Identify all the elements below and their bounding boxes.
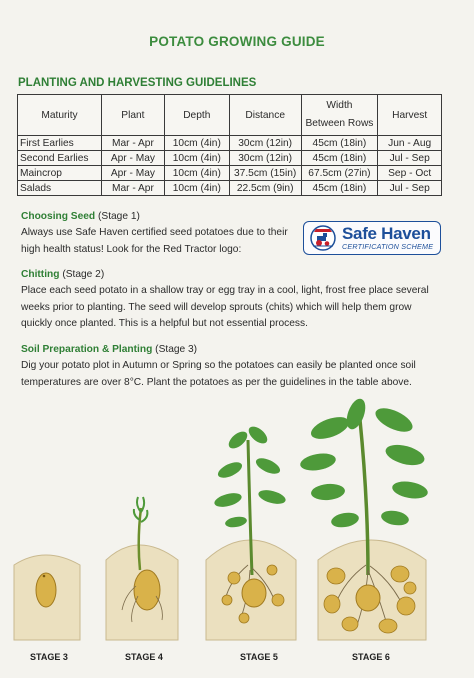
cell-distance: 30cm (12in) (229, 151, 301, 166)
cell-harvest: Jul - Sep (378, 151, 442, 166)
chitting-line1: Place each seed potato in a shallow tray or egg tray in a cool, light, frost free place several (21, 285, 429, 297)
badge-brand: Safe Haven (342, 224, 431, 243)
potato-tuber-icon (242, 579, 266, 607)
chitting-title: Chitting (21, 269, 60, 280)
col-header-maturity: Maturity (18, 95, 102, 136)
cell-plant: Mar - Apr (102, 136, 165, 151)
stage-6-illustration (299, 396, 429, 640)
cell-distance: 30cm (12in) (229, 136, 301, 151)
cell-maturity: First Earlies (18, 136, 102, 151)
col-header-depth: Depth (164, 95, 229, 136)
chitting-line3: quickly once planted. This is a helpful but not essential process. (21, 317, 308, 329)
cell-harvest: Sep - Oct (378, 166, 442, 181)
stage-3-illustration (14, 555, 80, 640)
cell-plant: Apr - May (102, 166, 165, 181)
cell-depth: 10cm (4in) (164, 166, 229, 181)
cell-harvest: Jul - Sep (378, 181, 442, 196)
cell-depth: 10cm (4in) (164, 181, 229, 196)
col-header-width-line1: Width (326, 100, 353, 111)
choosing-seed-stage: (Stage 1) (98, 211, 140, 222)
cell-distance: 37.5cm (15in) (229, 166, 301, 181)
soil-prep-title: Soil Preparation & Planting (21, 344, 153, 355)
stage-3-label: STAGE 3 (30, 652, 68, 662)
seed-potato-icon (36, 573, 56, 607)
cell-plant: Mar - Apr (102, 181, 165, 196)
cell-maturity: Maincrop (18, 166, 102, 181)
potato-tuber-icon (356, 585, 380, 611)
cell-maturity: Salads (18, 181, 102, 196)
cell-depth: 10cm (4in) (164, 151, 229, 166)
cell-maturity: Second Earlies (18, 151, 102, 166)
col-header-distance: Distance (229, 95, 301, 136)
soil-prep-stage: (Stage 3) (155, 344, 198, 355)
page-title: POTATO GROWING GUIDE (149, 34, 325, 49)
cell-width: 67.5cm (27in) (301, 166, 378, 181)
chitting-line2: weeks prior to planting. The seed will develop sprouts (chits) which will help them grow (21, 301, 412, 313)
stage-4-label: STAGE 4 (125, 652, 163, 662)
choosing-seed-line2: high health status! Look for the Red Tractor logo: (21, 243, 242, 255)
cell-width: 45cm (18in) (301, 181, 378, 196)
col-header-width-line2: Between Rows (305, 118, 374, 129)
soil-prep-line2: temperatures are over 8°C. Plant the potatoes as per the guidelines in the table above. (21, 376, 412, 388)
cell-width: 45cm (18in) (301, 151, 378, 166)
cell-plant: Apr - May (102, 151, 165, 166)
choosing-seed-line1: Always use Safe Haven certified seed potatoes due to their (21, 227, 288, 239)
cell-harvest: Jun - Aug (378, 136, 442, 151)
col-header-harvest: Harvest (378, 95, 442, 136)
chitting-stage: (Stage 2) (62, 269, 105, 280)
cell-depth: 10cm (4in) (164, 136, 229, 151)
stage-6-label: STAGE 6 (352, 652, 390, 662)
stage-5-label: STAGE 5 (240, 652, 278, 662)
section-heading: PLANTING AND HARVESTING GUIDELINES (18, 77, 257, 89)
stage-4-illustration (106, 497, 178, 640)
choosing-seed-title: Choosing Seed (21, 211, 96, 222)
stage-5-illustration (206, 423, 296, 640)
cell-distance: 22.5cm (9in) (229, 181, 301, 196)
col-header-plant: Plant (102, 95, 165, 136)
cell-width: 45cm (18in) (301, 136, 378, 151)
seed-potato-icon (134, 570, 160, 610)
soil-prep-line1: Dig your potato plot in Autumn or Spring so the potatoes can easily be planted once soil (21, 360, 416, 372)
badge-subtitle: CERTIFICATION SCHEME (342, 242, 434, 251)
